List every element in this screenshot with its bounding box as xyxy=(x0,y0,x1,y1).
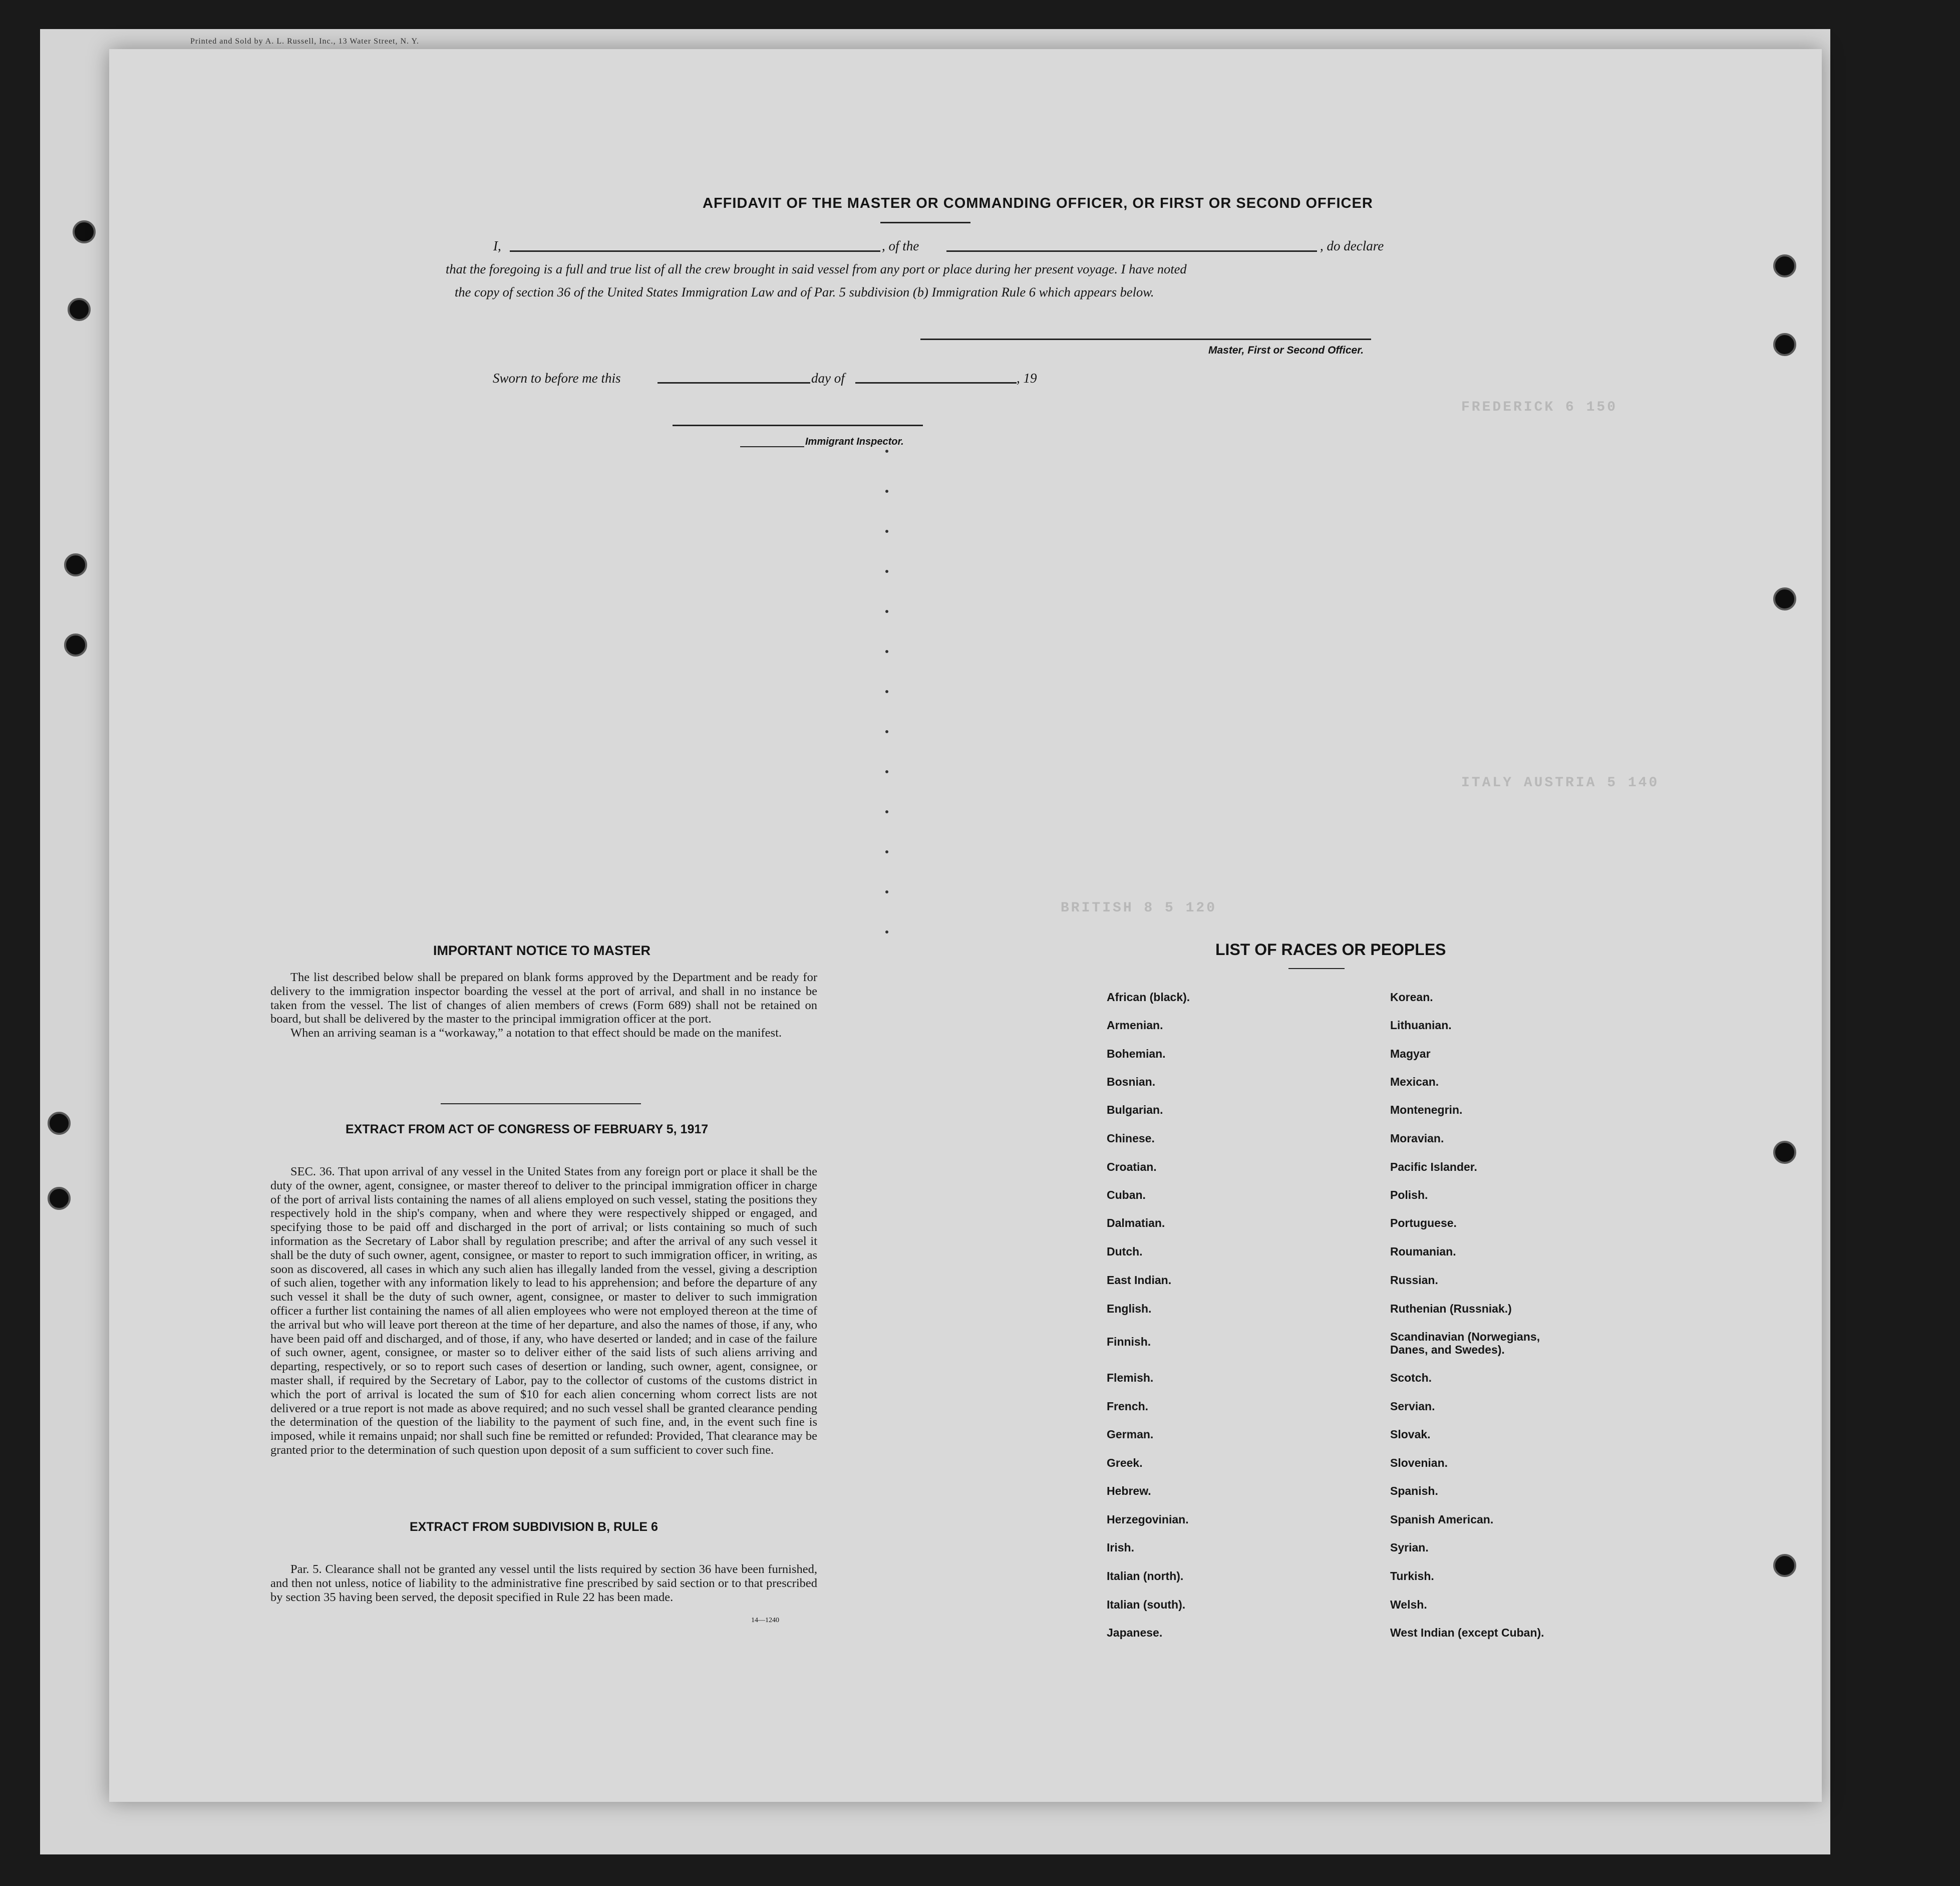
sworn-day-of-label: day of xyxy=(811,371,845,386)
race-item: French. xyxy=(1107,1400,1149,1413)
punch-hole xyxy=(68,298,91,321)
signature-line[interactable] xyxy=(920,339,1371,340)
race-item: English. xyxy=(1107,1302,1152,1315)
race-item: Croatian. xyxy=(1107,1160,1157,1173)
rule-extract-title: EXTRACT FROM SUBDIVISION B, RULE 6 xyxy=(410,1520,658,1534)
form-sheet xyxy=(109,49,1822,1802)
punch-hole xyxy=(1773,1141,1796,1164)
punch-hole xyxy=(1773,254,1796,277)
rule-extract-text: Par. 5. Clearance shall not be granted any vessel until the lists required by section 36 have been furnished, and then not unless, notice of liability to the administrative fine prescribed by said section or to that prescribed by section 35 having been served, the deposit specified in Rule 22 has been made. xyxy=(270,1562,817,1604)
ditto-mark xyxy=(885,690,888,693)
form-number: 14—1240 xyxy=(751,1617,779,1624)
ditto-mark xyxy=(885,530,888,533)
race-item: Finnish. xyxy=(1107,1335,1151,1348)
race-item: Hebrew. xyxy=(1107,1484,1151,1497)
race-item: Moravian. xyxy=(1390,1132,1444,1145)
race-item: African (black). xyxy=(1107,991,1190,1004)
affidavit-title: AFFIDAVIT OF THE MASTER OR COMMANDING OFFICER, OR FIRST OR SECOND OFFICER xyxy=(703,195,1373,211)
notice-paragraph-1: The list described below shall be prepared on blank forms approved by the Department and be ready for delivery to the immigration inspector boarding the vessel at the port of arrival, and shall in no instance be taken from the vessel. The list of changes of alien members of crews (Form 689) shall not be retained on board, but shall be delivered by the master to the principal immigration officer at the port. xyxy=(270,971,817,1026)
ditto-mark xyxy=(885,730,888,733)
race-item: West Indian (except Cuban). xyxy=(1390,1626,1544,1639)
affidavit-line-2: that the foregoing is a full and true list of all the crew brought in said vessel from any port or place during her present voyage. I have noted xyxy=(446,261,1187,276)
punch-hole xyxy=(1773,587,1796,610)
signature-label: Master, First or Second Officer. xyxy=(1208,345,1364,356)
race-item: Dutch. xyxy=(1107,1245,1143,1258)
race-item: Welsh. xyxy=(1390,1598,1427,1611)
sworn-month-blank[interactable] xyxy=(855,382,1017,384)
race-item: Greek. xyxy=(1107,1456,1143,1469)
race-item: Servian. xyxy=(1390,1400,1435,1413)
punch-hole xyxy=(1773,1554,1796,1577)
inspector-label: Immigrant Inspector. xyxy=(805,436,904,447)
race-item: Korean. xyxy=(1390,991,1433,1004)
race-item: Slovak. xyxy=(1390,1428,1431,1441)
race-item: Cuban. xyxy=(1107,1188,1146,1201)
race-item: Dalmatian. xyxy=(1107,1216,1165,1229)
race-item: Montenegrin. xyxy=(1390,1103,1463,1116)
vessel-of-label: , of the xyxy=(882,238,919,253)
race-item: Portuguese. xyxy=(1390,1216,1457,1229)
title-rule xyxy=(880,222,970,223)
sworn-year-label: , 19 xyxy=(1017,371,1037,386)
declarant-line xyxy=(493,238,501,254)
ditto-mark xyxy=(885,610,888,613)
notice-body xyxy=(270,971,817,1040)
race-item: Slovenian. xyxy=(1390,1456,1448,1469)
ditto-mark xyxy=(885,890,888,893)
race-item: Pacific Islander. xyxy=(1390,1160,1477,1173)
punch-hole xyxy=(64,634,87,657)
punch-hole xyxy=(64,553,87,576)
races-title-rule xyxy=(1288,968,1345,969)
race-item: Bulgarian. xyxy=(1107,1103,1163,1116)
race-item: East Indian. xyxy=(1107,1274,1172,1287)
declarant-prefix: I, xyxy=(493,238,501,253)
inspector-underline xyxy=(740,446,804,447)
rule-extract-body xyxy=(270,1562,817,1604)
inspector-signature-line[interactable] xyxy=(673,425,923,426)
punch-hole xyxy=(73,220,96,243)
race-item: Syrian. xyxy=(1390,1541,1429,1554)
punch-hole xyxy=(1773,333,1796,356)
bleed-through-text: BRITISH 8 5 120 xyxy=(1061,900,1217,916)
punch-hole xyxy=(48,1187,71,1210)
affidavit-line-3: the copy of section 36 of the United States Immigration Law and of Par. 5 subdivision (b) Immigration Rule 6 which appears below. xyxy=(455,284,1154,299)
act-extract-title: EXTRACT FROM ACT OF CONGRESS OF FEBRUARY 5, 1917 xyxy=(346,1122,709,1136)
declarant-name-blank[interactable] xyxy=(510,250,880,252)
notice-paragraph-2: When an arriving seaman is a “workaway,” a notation to that effect should be made on the manifest. xyxy=(290,1026,782,1040)
ditto-mark xyxy=(885,770,888,773)
race-item: Italian (north). xyxy=(1107,1569,1184,1583)
race-item: Magyar xyxy=(1390,1047,1431,1060)
race-item: Spanish American. xyxy=(1390,1513,1494,1526)
ditto-mark xyxy=(885,570,888,573)
bleed-through-text: ITALY AUSTRIA 5 140 xyxy=(1461,775,1660,791)
ditto-mark xyxy=(885,810,888,813)
act-extract-text: SEC. 36. That upon arrival of any vessel in the United States from any foreign port or place it shall be the duty of the owner, agent, consignee, or master thereof to deliver to the principal immigration officer in charge of the port of arrival lists containing the names of all aliens employed on such vessel, stating the positions they respectively hold in the ship's company, when and where they were respectively shipped or engaged, and specifying those to be paid off and discharged in the port of arrival; or lists containing so much of such information as the Secretary of Labor shall by regulation prescribe; and after the arrival of any such vessel it shall be the duty of such owner, agent, consignee, or master to report to such immigration officer, in writing, as soon as discovered, all cases in which any such alien has illegally landed from the vessel, giving a description of such alien, together with any information likely to lead to his apprehension; and before the departure of any such vessel it shall be the duty of such owner, agent, consignee, or master to deliver to such immigration officer a further list containing the names of all alien employees who were not employed thereon at the time of the arrival but who will leave port thereon at the time of her departure, and also the names of those, if any, who have been paid off and discharged, and of those, if any, who have deserted or landed; and in case of the failure of such owner, agent, consignee, or master so to deliver either of the said lists of such aliens arriving and departing, respectively, or so to report such cases of desertion or landing, such owner, agent, consignee, or master shall, if required by the Secretary of Labor, pay to the collector of customs of the customs district in which the port of arrival is located the sum of $10 for each alien concerning whom correct lists are not delivered or a true report is not made as above required; and no such vessel shall be granted clearance pending the determination of the question of the liability to the payment of such fine, and, in the event such fine is imposed, while it remains unpaid; nor shall such fine be remitted or refunded: Provided, That clearance may be granted prior to the determination of such question upon deposit of a sum sufficient to cover such fine. xyxy=(270,1165,817,1457)
race-item: Armenian. xyxy=(1107,1019,1163,1032)
race-item: Roumanian. xyxy=(1390,1245,1456,1258)
race-item: Bohemian. xyxy=(1107,1047,1166,1060)
race-item: Ruthenian (Russniak.) xyxy=(1390,1302,1512,1315)
act-extract-body xyxy=(270,1165,817,1457)
race-item: Herzegovinian. xyxy=(1107,1513,1189,1526)
race-item: Chinese. xyxy=(1107,1132,1155,1145)
race-item: German. xyxy=(1107,1428,1154,1441)
race-item: Japanese. xyxy=(1107,1626,1163,1639)
bleed-through-text: FREDERICK 6 150 xyxy=(1461,400,1618,415)
race-item: Russian. xyxy=(1390,1274,1438,1287)
ditto-mark xyxy=(885,490,888,493)
race-item: Bosnian. xyxy=(1107,1075,1156,1088)
printer-imprint: Printed and Sold by A. L. Russell, Inc., 13 Water Street, N. Y. xyxy=(190,37,419,46)
race-item: Lithuanian. xyxy=(1390,1019,1452,1032)
race-item: Scotch. xyxy=(1390,1371,1432,1384)
ditto-mark xyxy=(885,450,888,453)
notice-title: IMPORTANT NOTICE TO MASTER xyxy=(433,943,650,958)
races-title: LIST OF RACES OR PEOPLES xyxy=(1215,940,1446,959)
race-item: Italian (south). xyxy=(1107,1598,1186,1611)
ditto-mark xyxy=(885,930,888,933)
race-item: Irish. xyxy=(1107,1541,1134,1554)
race-item: Turkish. xyxy=(1390,1569,1434,1583)
ditto-mark xyxy=(885,850,888,853)
race-item: Mexican. xyxy=(1390,1075,1439,1088)
race-item: Flemish. xyxy=(1107,1371,1154,1384)
race-item: Scandinavian (Norwegians, Danes, and Swedes). xyxy=(1390,1330,1540,1356)
race-item: Polish. xyxy=(1390,1188,1428,1201)
sworn-day-blank[interactable] xyxy=(658,382,810,384)
notice-divider xyxy=(441,1103,641,1104)
punch-hole xyxy=(48,1112,71,1135)
do-declare-label: , do declare xyxy=(1320,238,1384,253)
sworn-label: Sworn to before me this xyxy=(493,371,621,386)
vessel-name-blank[interactable] xyxy=(946,250,1317,252)
ditto-mark xyxy=(885,650,888,653)
race-item: Spanish. xyxy=(1390,1484,1438,1497)
